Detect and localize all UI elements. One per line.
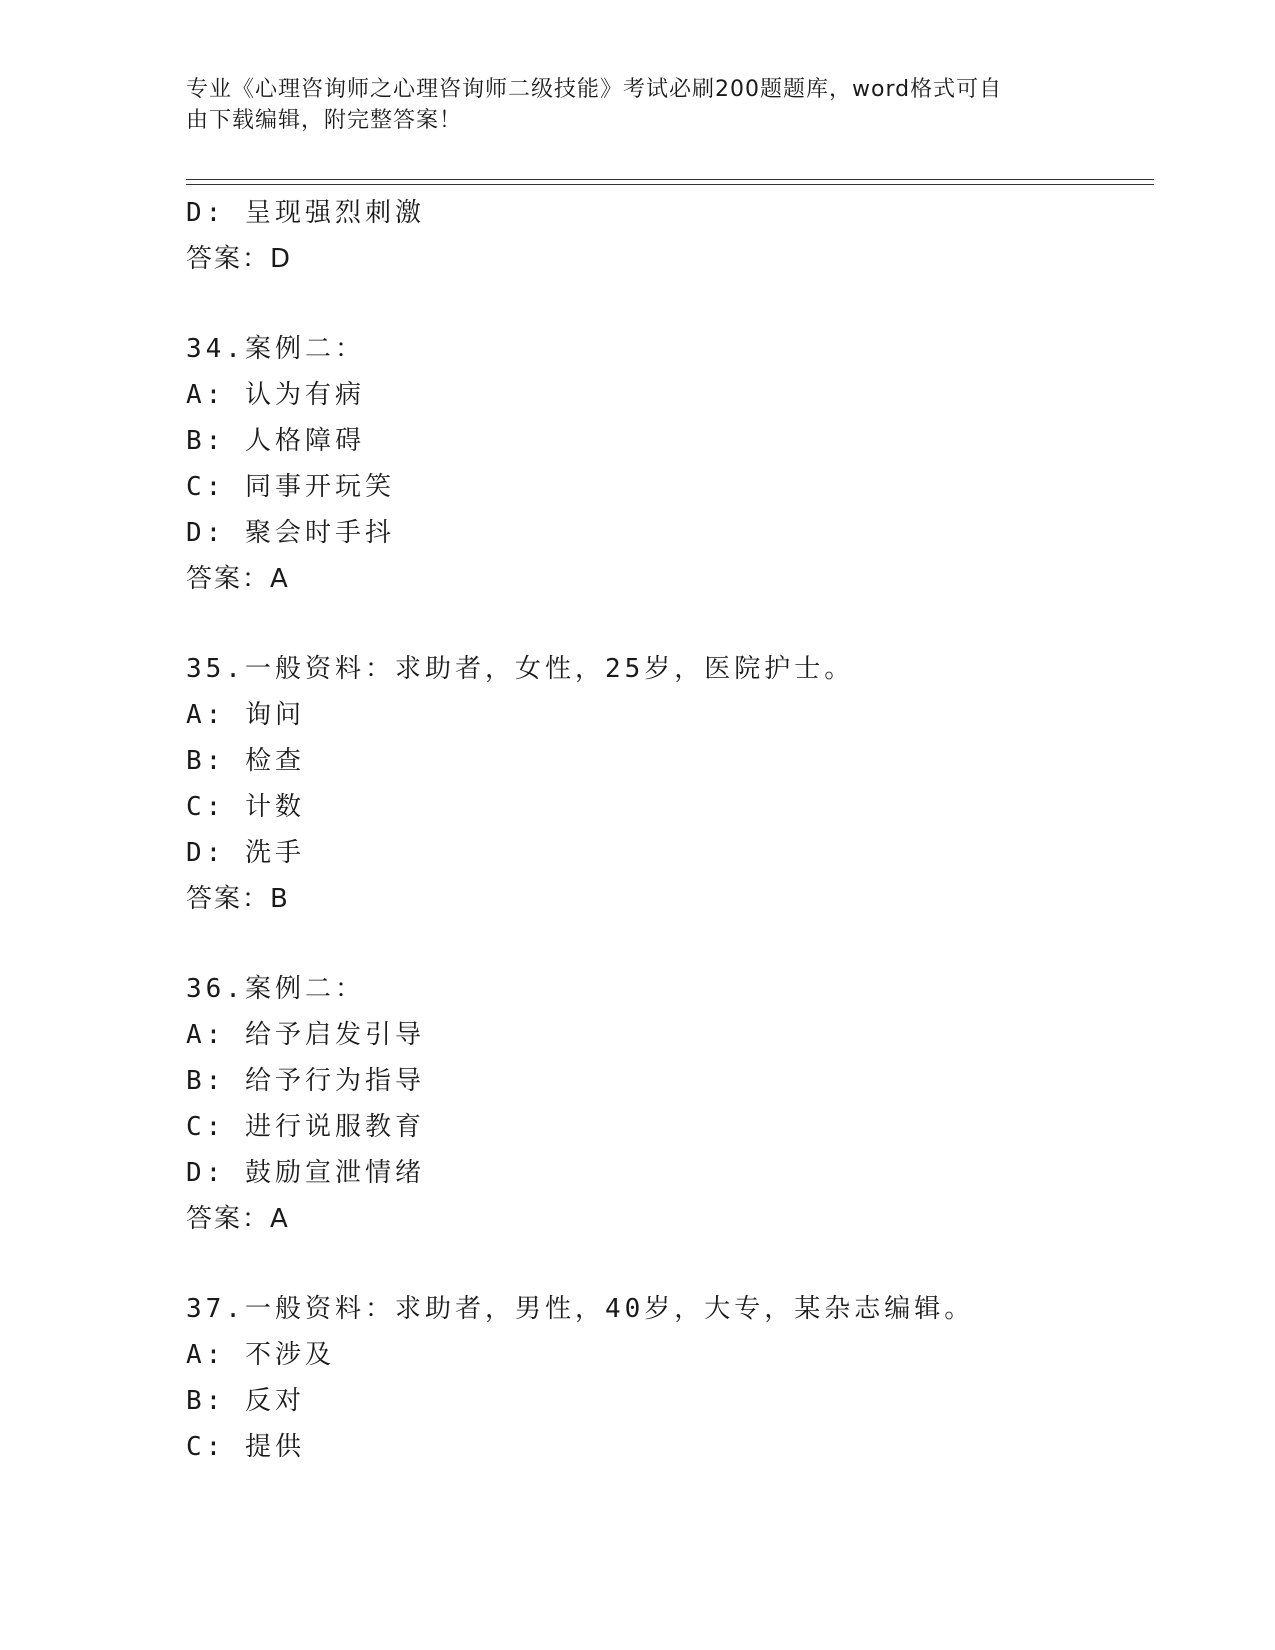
question-stem: 37.一般资料：求助者，男性，40岁，大专，某杂志编辑。 — [186, 1294, 975, 1324]
document-header — [186, 74, 1066, 136]
question-stem: 34.案例二： — [186, 334, 365, 364]
option-d: D: 鼓励宣泄情绪 — [186, 1158, 425, 1188]
option-c: C: 同事开玩笑 — [186, 472, 395, 502]
question-list — [186, 190, 1146, 1470]
question-35 — [186, 646, 1146, 922]
option-c: C: 提供 — [186, 1432, 305, 1462]
header-line-2: 由下载编辑，附完整答案！ — [186, 108, 463, 133]
option-d: D: 聚会时手抖 — [186, 518, 395, 548]
question-37 — [186, 1286, 1146, 1470]
header-divider-top — [186, 179, 1154, 180]
answer: 答案：B — [186, 884, 290, 914]
answer: 答案：A — [186, 1204, 290, 1234]
option-b: B: 人格障碍 — [186, 426, 365, 456]
option-a: A: 给予启发引导 — [186, 1020, 425, 1050]
option-a: A: 认为有病 — [186, 380, 365, 410]
option-b: B: 给予行为指导 — [186, 1066, 425, 1096]
option-d: D: 呈现强烈刺激 — [186, 198, 425, 228]
header-divider-bottom — [186, 184, 1154, 185]
answer: 答案：A — [186, 564, 290, 594]
question-34 — [186, 326, 1146, 602]
answer: 答案：D — [186, 244, 293, 274]
option-b: B: 检查 — [186, 746, 305, 776]
question-stem: 36.案例二： — [186, 974, 365, 1004]
option-a: A: 不涉及 — [186, 1340, 335, 1370]
option-a: A: 询问 — [186, 700, 305, 730]
question-stem: 35.一般资料：求助者，女性，25岁，医院护士。 — [186, 654, 855, 684]
option-c: C: 计数 — [186, 792, 305, 822]
option-c: C: 进行说服教育 — [186, 1112, 425, 1142]
header-line-1: 专业《心理咨询师之心理咨询师二级技能》考试必刷200题题库，word格式可自 — [186, 77, 1003, 102]
question-36 — [186, 966, 1146, 1242]
option-b: B: 反对 — [186, 1386, 305, 1416]
option-d: D: 洗手 — [186, 838, 305, 868]
